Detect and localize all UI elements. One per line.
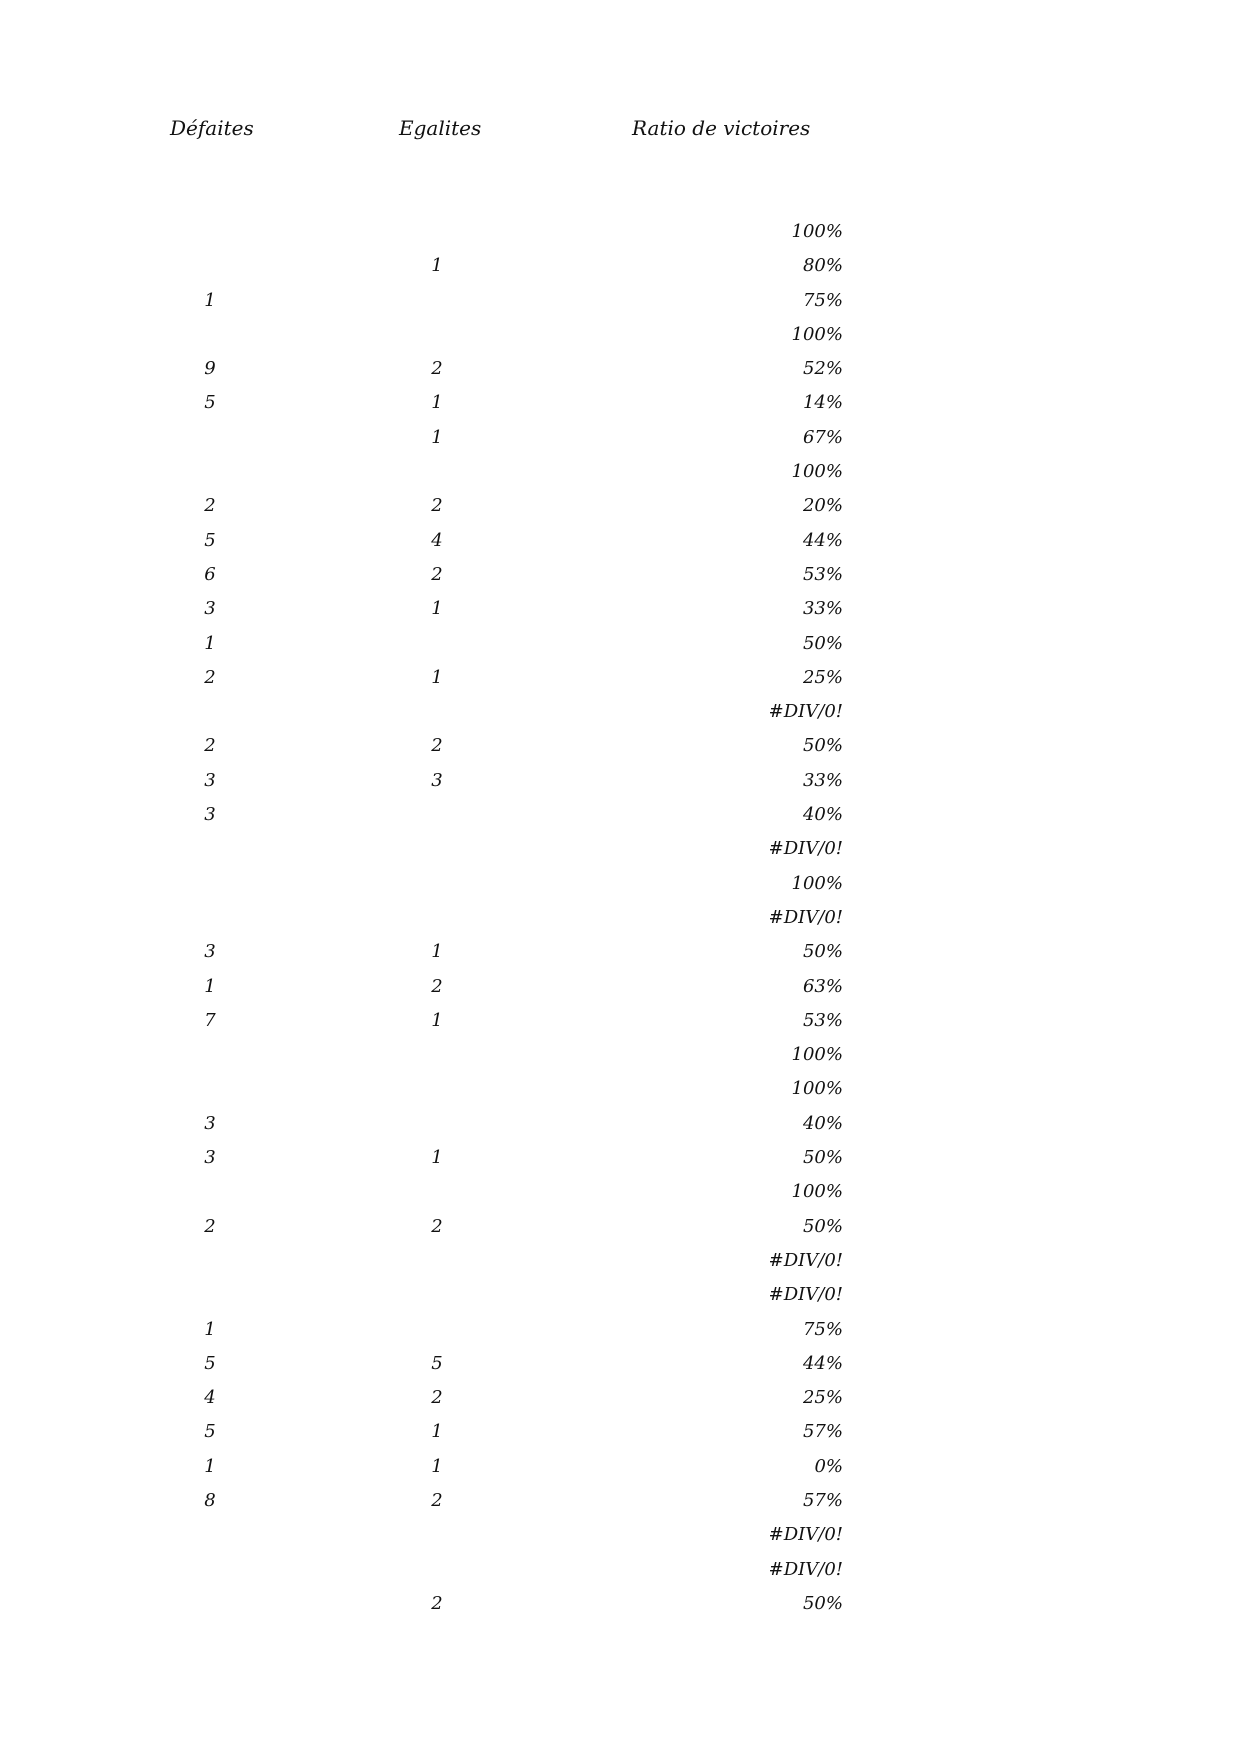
cell-egalites: 2 xyxy=(431,1215,443,1237)
table-row xyxy=(0,221,1241,255)
cell-ratio: 50% xyxy=(802,632,843,654)
cell-egalites: 2 xyxy=(431,1489,443,1511)
table-row xyxy=(0,633,1241,667)
cell-defaites: 2 xyxy=(204,666,216,688)
cell-defaites: 5 xyxy=(204,529,216,551)
cell-ratio: #DIV/0! xyxy=(768,906,843,928)
table-row xyxy=(0,530,1241,564)
cell-ratio: #DIV/0! xyxy=(768,1524,843,1546)
cell-ratio: 44% xyxy=(802,529,843,551)
cell-ratio: #DIV/0! xyxy=(768,1558,843,1580)
table-row xyxy=(0,1216,1241,1250)
table-row xyxy=(0,564,1241,598)
cell-ratio: #DIV/0! xyxy=(768,1284,843,1306)
cell-ratio: 50% xyxy=(802,1592,843,1614)
cell-defaites: 3 xyxy=(204,598,216,620)
cell-egalites: 2 xyxy=(431,358,443,380)
cell-ratio: #DIV/0! xyxy=(768,1249,843,1271)
cell-egalites: 2 xyxy=(431,1387,443,1409)
cell-egalites: 1 xyxy=(431,666,443,688)
cell-egalites: 1 xyxy=(431,392,443,414)
cell-egalites: 4 xyxy=(431,529,443,551)
table-row xyxy=(0,255,1241,289)
cell-defaites: 1 xyxy=(204,1318,216,1340)
table-row xyxy=(0,1456,1241,1490)
cell-ratio: 100% xyxy=(791,1044,843,1066)
table-row xyxy=(0,1421,1241,1455)
cell-ratio: 75% xyxy=(802,289,843,311)
cell-ratio: 25% xyxy=(802,666,843,688)
cell-ratio: 52% xyxy=(802,358,843,380)
cell-ratio: 50% xyxy=(802,1147,843,1169)
cell-defaites: 3 xyxy=(204,1147,216,1169)
table-row xyxy=(0,976,1241,1010)
cell-ratio: 57% xyxy=(802,1421,843,1443)
cell-ratio: 50% xyxy=(802,941,843,963)
cell-egalites: 1 xyxy=(431,1009,443,1031)
table-row xyxy=(0,324,1241,358)
cell-ratio: 25% xyxy=(802,1387,843,1409)
table-row xyxy=(0,1113,1241,1147)
cell-ratio: 33% xyxy=(802,598,843,620)
table-row xyxy=(0,392,1241,426)
cell-ratio: 100% xyxy=(791,1181,843,1203)
cell-ratio: 50% xyxy=(802,1215,843,1237)
cell-ratio: 80% xyxy=(802,255,843,277)
cell-egalites: 2 xyxy=(431,1592,443,1614)
cell-egalites: 1 xyxy=(431,255,443,277)
cell-egalites: 5 xyxy=(431,1352,443,1374)
cell-egalites: 2 xyxy=(431,975,443,997)
table-row xyxy=(0,1284,1241,1318)
header-defaites: Défaites xyxy=(170,116,254,140)
cell-defaites: 2 xyxy=(204,735,216,757)
header-egalites: Egalites xyxy=(399,116,482,140)
cell-defaites: 6 xyxy=(204,563,216,585)
table-row xyxy=(0,1044,1241,1078)
table-row xyxy=(0,1181,1241,1215)
cell-defaites: 8 xyxy=(204,1489,216,1511)
cell-defaites: 1 xyxy=(204,289,216,311)
cell-defaites: 2 xyxy=(204,495,216,517)
cell-egalites: 1 xyxy=(431,1147,443,1169)
cell-ratio: 100% xyxy=(791,872,843,894)
table-row xyxy=(0,290,1241,324)
cell-defaites: 4 xyxy=(204,1387,216,1409)
cell-defaites: 1 xyxy=(204,1455,216,1477)
table-row xyxy=(0,1147,1241,1181)
cell-ratio: 100% xyxy=(791,461,843,483)
cell-ratio: 53% xyxy=(802,563,843,585)
table-row xyxy=(0,667,1241,701)
cell-defaites: 3 xyxy=(204,941,216,963)
cell-ratio: 33% xyxy=(802,769,843,791)
table-row xyxy=(0,735,1241,769)
table-row xyxy=(0,1593,1241,1627)
cell-ratio: 67% xyxy=(802,426,843,448)
table-row xyxy=(0,1387,1241,1421)
table-row xyxy=(0,1078,1241,1112)
cell-ratio: 40% xyxy=(802,804,843,826)
cell-defaites: 9 xyxy=(204,358,216,380)
cell-egalites: 1 xyxy=(431,1421,443,1443)
cell-ratio: 40% xyxy=(802,1112,843,1134)
table-row xyxy=(0,1353,1241,1387)
table-row xyxy=(0,770,1241,804)
cell-defaites: 3 xyxy=(204,804,216,826)
table-row xyxy=(0,1319,1241,1353)
table-row xyxy=(0,1559,1241,1593)
table-row xyxy=(0,907,1241,941)
table-row xyxy=(0,427,1241,461)
cell-egalites: 2 xyxy=(431,495,443,517)
table-row xyxy=(0,701,1241,735)
cell-ratio: 14% xyxy=(802,392,843,414)
cell-ratio: 75% xyxy=(802,1318,843,1340)
table-row xyxy=(0,358,1241,392)
cell-ratio: 53% xyxy=(802,1009,843,1031)
table-row xyxy=(0,804,1241,838)
table-row xyxy=(0,461,1241,495)
cell-defaites: 5 xyxy=(204,392,216,414)
cell-defaites: 1 xyxy=(204,632,216,654)
header-ratio: Ratio de victoires xyxy=(632,116,811,140)
cell-egalites: 1 xyxy=(431,426,443,448)
table-row xyxy=(0,941,1241,975)
table-row xyxy=(0,1010,1241,1044)
cell-egalites: 1 xyxy=(431,1455,443,1477)
table-row xyxy=(0,1490,1241,1524)
cell-egalites: 1 xyxy=(431,941,443,963)
table-row xyxy=(0,1250,1241,1284)
cell-ratio: 44% xyxy=(802,1352,843,1374)
cell-defaites: 3 xyxy=(204,1112,216,1134)
cell-ratio: #DIV/0! xyxy=(768,838,843,860)
table-row xyxy=(0,873,1241,907)
cell-defaites: 1 xyxy=(204,975,216,997)
cell-egalites: 2 xyxy=(431,735,443,757)
cell-defaites: 3 xyxy=(204,769,216,791)
table-row xyxy=(0,838,1241,872)
cell-ratio: #DIV/0! xyxy=(768,701,843,723)
table-row xyxy=(0,598,1241,632)
cell-egalites: 3 xyxy=(431,769,443,791)
cell-defaites: 2 xyxy=(204,1215,216,1237)
cell-ratio: 100% xyxy=(791,1078,843,1100)
cell-ratio: 57% xyxy=(802,1489,843,1511)
table-body xyxy=(0,221,1241,1627)
cell-ratio: 0% xyxy=(814,1455,843,1477)
cell-ratio: 100% xyxy=(791,323,843,345)
cell-ratio: 50% xyxy=(802,735,843,757)
cell-egalites: 1 xyxy=(431,598,443,620)
cell-egalites: 2 xyxy=(431,563,443,585)
table-row xyxy=(0,495,1241,529)
table-row xyxy=(0,1524,1241,1558)
cell-defaites: 7 xyxy=(204,1009,216,1031)
cell-ratio: 100% xyxy=(791,221,843,242)
cell-defaites: 5 xyxy=(204,1421,216,1443)
cell-ratio: 20% xyxy=(802,495,843,517)
cell-defaites: 5 xyxy=(204,1352,216,1374)
cell-ratio: 63% xyxy=(802,975,843,997)
